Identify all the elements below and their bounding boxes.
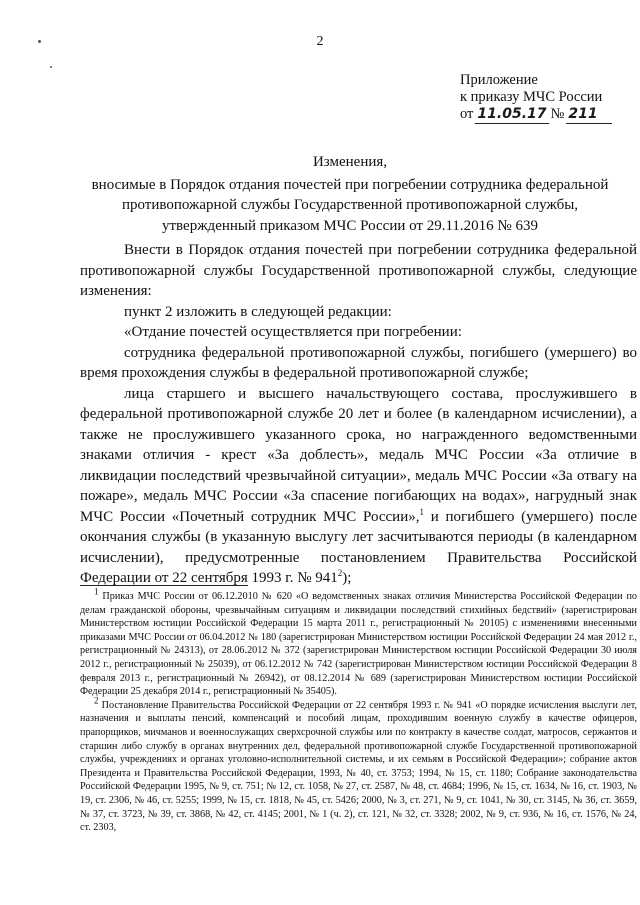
senior-staff-text-1: лица старшего и высшего начальствующего состава, прослужившего в федеральной противопожарной службе 20 лет и более (в календарном исчислении), а также не прослужившего указанного срока, но награжденного ведомственными знаками отличия - крест «За доблесть», медаль МЧС России «За отличие в ликвидации последствий чрезвычайной ситуации», медаль МЧС России «За отвагу на пожаре», медаль МЧС России «За спасение погибающих на водах», нагрудный знак МЧС России «Почетный сотрудник МЧС России», <box>80 385 637 525</box>
paragraph-item-2: пункт 2 изложить в следующей редакции: <box>124 303 392 320</box>
footnote-1-text: Приказ МЧС России от 06.12.2010 № 620 «О ведомственных знаках отличия Министерства Российской Федерации по делам гражданской обороны, чрезвычайным ситуациям и ликвидации последствий стихийных бедствий» (зарегистрирован Министерством юстиции Российской Федерации 15 марта 2011 г., регистрационный № 20105) с изменениями внесенными приказами МЧС России от 06.04.2012 № 180 (зарегистрирован Министерством юстиции Российской Федерации 24 мая 2012 г., регистрационный № 24313), от 28.06.2012 № 372 (зарегистрирован Министерством юстиции Российской Федерации 30 июля 2012 г., регистрационный № 25039), от 06.12.2012 № 742 (зарегистрирован Министерством юстиции Российской Федерации 8 февраля 2013 г., регистрационный № 26942), от 08.12.2014 № 689 (зарегистрирован Министерством юстиции Российской Федерации 25 декабря 2014 г., регистрационный № 35405). <box>80 591 637 698</box>
page-number: 2 <box>316 34 324 49</box>
document-body <box>80 240 637 589</box>
annex-block <box>460 72 635 124</box>
footnote-2 <box>80 695 637 835</box>
senior-staff-text-2: и погибшего (умершего) после окончания службы (в указанную выслугу лет засчитываются периоды (в календарном исчислении), предусмотренные постановлением Правительства Российской Федерации от 22 сентября 1993 г. № 941 <box>80 508 637 586</box>
heading-line-2: противопожарной службы Государственной противопожарной службы, <box>121 197 579 213</box>
annex-order-ref: к приказу МЧС России <box>460 89 603 105</box>
document-heading <box>60 152 640 236</box>
footnote-2-text: Постановление Правительства Российской Федерации от 22 сентября 1993 г. № 941 «О порядке исчисления выслуги лет, назначения и выплаты пенсий, компенсаций и пособий лицам, проходившим военную службу в качестве офицеров, прапорщиков, мичманов и военнослужащих сверхсрочной службы или по контракту в качестве солдат, матросов, сержантов и старшин либо службу в органах внутренних дел, федеральной противопожарной службе Государственной противопожарной службы, учреждениях и органах уголовно-исполнительной системы, и их семьям в Российской Федерации»; собрание актов Президента и Правительства Российской Федерации, 1993, № 40, ст. 3753; 1994, № 15, ст. 1180; Собрание законодательства Российской Федерации 1995, № 9, ст. 751; № 12, ст. 1058, № 27, ст. 2587, № 48, ст. 4684; 1996, № 15, ст. 1634, № 16, ст. 1903, № 19, ст. 2306, № 46, ст. 5255; 1999, № 15, ст. 1818, № 45, ст. 5426; 2000, № 3, ст. 271, № 9, ст. 1041, № 30, ст. 3145, № 36, ст. 3659, № 37, ст. 3723, № 39, ст. 3868, № 42, ст. 4145; 2001, № 1 (ч. 2), ст. 121, № 32, ст. 3328; 2002, № 9, ст. 936, № 16, ст. 1576, № 24, ст. 2303, <box>80 699 637 834</box>
heading-title: Изменения, <box>312 154 388 170</box>
paragraph-quote-start: «Отдание почестей осуществляется при погребении: <box>124 324 462 340</box>
handwritten-number: 211 <box>566 106 611 124</box>
annex-date-line <box>460 106 635 124</box>
footnote-1 <box>80 586 637 699</box>
heading-line-3: утвержденный приказом МЧС России от 29.11.2016 № 639 <box>161 217 538 234</box>
annex-title: Приложение <box>460 72 538 88</box>
handwritten-date: 11.05.17 <box>477 106 547 122</box>
footnote-ref-2[interactable]: 2 <box>337 568 343 578</box>
date-prefix: от <box>460 106 474 122</box>
paragraph-senior-staff <box>80 384 637 589</box>
footnote-1-mark: 1 <box>94 586 99 597</box>
footnote-ref-1[interactable]: 1 <box>419 506 424 517</box>
senior-staff-text-3: ); <box>342 570 352 586</box>
number-prefix: № <box>550 106 565 122</box>
paragraph-intro: Внести в Порядок отдания почестей при погребении сотрудника федеральной противопожарной службы Государственной противопожарной службы, следующие изменения: <box>80 242 637 299</box>
paragraph-employee: сотрудника федеральной противопожарной службы, погибшего (умершего) во время прохождения службы в федеральной противопожарной службе; <box>80 344 637 381</box>
scan-speck <box>50 66 52 68</box>
footnote-2-mark: 2 <box>94 695 99 706</box>
footnote-divider <box>80 585 248 586</box>
footnotes <box>80 586 637 835</box>
heading-line-1: вносимые в Порядок отдания почестей при погребении сотрудника федеральной <box>91 176 609 193</box>
